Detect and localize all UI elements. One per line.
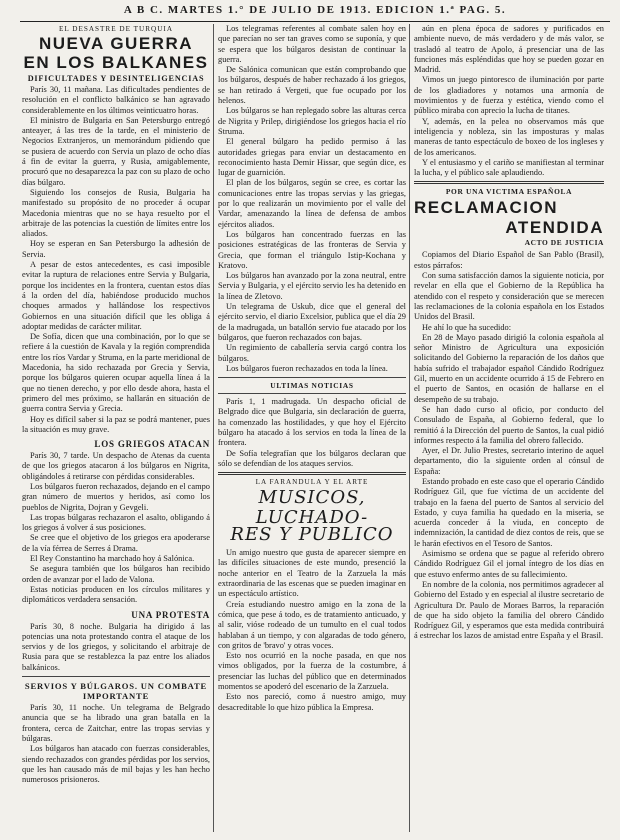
paragraph: El Rey Constantino ha marchado hoy á Salónica. xyxy=(30,554,195,564)
paragraph: Un regimiento de caballería servia cargó contra los búlgaros. xyxy=(218,343,406,363)
divider xyxy=(218,377,406,378)
paragraph: Con suma satisfacción damos la siguiente noticia, por revelar en ella que el Gobierno de la República ha atendido con el respeto y consideración que se merecen las reclamaciones de la colonia española en los Estados Unidos del Brasil. xyxy=(414,271,604,322)
paragraph: París 30, 7 tarde. Un despacho de Atenas da cuenta de que los griegos atacaron á los búlgaros en Nigrita, obligándoles á retirarse con pérdidas considerables. xyxy=(22,451,210,481)
paragraph: En nombre de la colonia, nos permitimos agradecer al Gobierno del Estado y en especial al ilustre secretario de Agricultura Dr. Paulo de Moraes Barros, la reparación de que ha sido objeto la familia del obrero Cándido Rodríguez Gil, y esperamos que esta medida contribuirá á estrechar los lazos de amistad entre España y el Brasil. xyxy=(414,579,604,641)
paragraph: Estas noticias producen en los círculos militares y diplomáticos verdadera sensación. xyxy=(22,584,210,605)
paragraph: Los búlgaros han concentrado fuerzas en las posiciones estratégicas de las fronteras de Servia y Grecia, que forman el triángulo Istip-Kochana y Kratovo. xyxy=(218,229,406,270)
divider xyxy=(218,472,406,475)
headline-line-1: NUEVA GUERRA xyxy=(38,34,193,53)
paragraph: Los búlgaros se han replegado sobre las alturas cerca de Nigrita y Prilep, dirigiéndose los griegos hacia el río Struma. xyxy=(218,106,406,136)
article-kicker: EL DESASTRE DE TURQUIA xyxy=(58,25,174,33)
paragraph: Copiamos del Diario Español de San Pablo (Brasil), estos párrafos: xyxy=(414,250,604,270)
subheading: LOS GRIEGOS ATACAN xyxy=(94,439,210,450)
paragraph: Un telegrama de Uskub, dice que el general del ejército servio, el diario Excelsior, publica que el día 29 de la madrugada, un batallón servio fue atacado por los búlgaros, que fueron rechazados con bajas. xyxy=(218,302,406,342)
paragraph: Las tropas búlgaras rechazaron el asalto, obligando á los griegos á volver á sus posiciones. xyxy=(22,512,210,533)
paragraph: El plan de los búlgaros, según se cree, es cortar las comunicaciones entre las tropas servias y las griegas, por lo que realizarán un movimiento por el valle del Vardar, amenazando la línea de defensa de ambos ejércitos aliados. xyxy=(218,178,406,229)
column-divider xyxy=(409,24,410,832)
divider xyxy=(22,676,210,677)
column-3 xyxy=(414,24,604,834)
subheading: DIFICULTADES Y DESINTELIGENCIAS xyxy=(27,74,205,83)
headline-line-1: MUSICOS, LUCHADO- xyxy=(255,487,369,529)
column-divider xyxy=(213,24,214,832)
headline-line-2: ATENDIDA xyxy=(505,218,604,238)
paragraph: Se han dado curso al oficio, por conducto del Consulado de España, al Gobierno federal, que lo remitió á la Dirección del puerto de Santos, la cual pidió informes respecto á la familia del obrero fallecido. xyxy=(414,404,604,445)
paragraph: Se asegura también que los búlgaros han recibido orden de avanzar por el lado de Valona. xyxy=(22,564,210,584)
paragraph: Hoy se esperan en San Petersburgo la adhesión de Servia. xyxy=(22,239,210,259)
paragraph: Los telegramas referentes al combate salen hoy en que parecían no ser tan graves como se suponía, y que se espera que los búlgaros desistan de continuar la guerra. xyxy=(218,24,406,64)
subheading: ULTIMAS NOTICIAS xyxy=(270,381,354,391)
paragraph: Estando probado en este caso que el operario Cándido Rodríguez Gil, que fue víctima de un accidente del trabajo en la faena del puerto de Santos al servicio del Estado, y cuya familia ha quedado en la miseria, se acuerda conceder á la viuda, en concepto de indemnización, la cantidad de diez contos de reis, que se le harán efectivos en el Tesoro de Santos. xyxy=(414,476,604,548)
paragraph: Los búlgaros fueron rechazados en toda la línea. xyxy=(226,363,388,373)
subheading: UNA PROTESTA xyxy=(131,609,210,620)
paragraph: Hoy es difícil saber si la paz se podrá mantener, pues la situación es muy grave. xyxy=(22,414,210,434)
paragraph: Los búlgaros han avanzado por la zona neutral, entre Servia y Bulgaria, y el ejército servio les ha detenido en la línea de Zletovo. xyxy=(218,271,406,301)
paragraph: Un amigo nuestro que gusta de aparecer siempre en las difíciles situaciones de este mundo, presenció la noche anterior en el Teatro de la Zarzuela la más extraordinaria de las escenas que se pueden imaginar en un espectáculo artístico. xyxy=(218,548,406,599)
paragraph: Los búlgaros fueron rechazados, dejando en el campo gran número de muertos y heridos, así como los pueblos de Nigrita, Dojran y Gevgeli. xyxy=(22,481,210,512)
paragraph: París 30, 11 mañana. Las dificultades pendientes de resolución en el conflicto balkánico se han agravado considerablemente en los últimos veinticuatro horas. xyxy=(22,85,210,115)
divider xyxy=(414,181,604,184)
paragraph: He ahí lo que ha sucedido: xyxy=(422,322,512,332)
byline: ACTO DE JUSTICIA xyxy=(524,238,604,248)
article-kicker: POR UNA VICTIMA ESPAÑOLA xyxy=(445,187,573,197)
paragraph: París 1, 1 madrugada. Un despacho oficial de Belgrado dice que Bulgaria, sin declaración de guerra, ha comenzado las hostilidades, y que hoy el Ejército búlgaro ha atacado á los servios en toda la línea de la frontera. xyxy=(218,397,406,448)
paragraph: El ministro de Bulgaria en San Petersburgo entregó anteayer, á las tres de la tarde, en el ministerio de Negocios Extranjeros, un memorándum pidiendo que se pusiera de acuerdo con Servia un plazo de ocho días á fin de evitar la guerra, y Rusia, amigablemente, procuró que no desaparezca la paz con su plazo de ocho días búlgaro. xyxy=(22,115,210,187)
paragraph: El general búlgaro ha pedido permiso á las autoridades griegas para enviar un destacamento en reconocimiento hasta Demir Hissar, que según dice, es lugar de guarnición. xyxy=(218,137,406,178)
paragraph: Creía estudiando nuestro amigo en la zona de la cómica, que pese á todo, es de tratamiento anticuado, y al salir, vióse rodeado de un tumulto en el cual todos hablaban á un tiempo, y con algaradas de todo género, con gritos de 'bravo' y otras voces. xyxy=(218,599,406,650)
paragraph: Siguiendo los consejos de Rusia, Bulgaria ha manifestado su propósito de no proceder á ocupar Macedonia mientras que no se haya resuelto por el arbitraje de las potencias la cuestión de límites entre los aliados. xyxy=(22,187,210,239)
subheading: SERVIOS Y BÚLGAROS. UN COMBATE IMPORTANTE xyxy=(24,681,208,702)
paragraph: Y, además, en la pelea no observamos más que inteligencia y nobleza, sin las imposturas y malas maneras de tanto espectáculo de boxeo de los ingleses y de los americanos. xyxy=(414,116,604,157)
paragraph: De Sofía telegrafían que los búlgaros declaran que sólo se defendían de los ataques servios. xyxy=(218,448,406,468)
paragraph: Esto nos ocurrió en la noche pasada, en que nos vimos obligados, por la fuerza de la costumbre, á presenciar las luchas del público que en determinados momentos se apoderó del escenario de la Zarzuela. xyxy=(218,651,406,692)
paragraph: Asimismo se ordena que se pague al referido obrero Cándido Rodríguez Gil el jornal íntegro de los días en que estuvo enfermo antes de su fallecimiento. xyxy=(414,549,604,579)
column-1 xyxy=(22,24,210,834)
headline-line-1: RECLAMACION xyxy=(414,198,558,218)
paragraph: Y el entusiasmo y el cariño se manifiestan al terminar la lucha, y el público sale aplaudiendo. xyxy=(414,157,604,178)
headline-line-2: RES Y PUBLICO xyxy=(230,524,394,546)
headline-line-2: EN LOS BALKANES xyxy=(23,53,209,72)
paragraph: Vimos un juego pintoresco de iluminación por parte de los gladiadores y notamos una armonía de movimientos y de fuerza y estética, viendo como el público miraba con aprecio la lucha de titanes. xyxy=(414,75,604,116)
paragraph: París 30, 8 noche. Bulgaria ha dirigido á las potencias una nota protestando contra el ataque de los servios y de los griegos, y solicitando el arbitraje de Rusia para que se restablezca la paz entre los aliados balkánicos. xyxy=(22,621,210,672)
article-kicker: LA FARANDULA Y EL ARTE xyxy=(255,478,369,487)
paragraph: Ayer, el Dr. Julio Prestes, secretario interino de aquel departamento, dio la siguiente orden al cónsul de España: xyxy=(414,446,604,476)
paragraph: De Salónica comunican que están comprobando que los búlgaros, después de haber rechazado á los griegos, se han retirado á Vergeti, que fue ocupado por los helenos. xyxy=(218,65,406,106)
paragraph: Se cree que el objetivo de los griegos era apoderarse de la vía férrea de Serres á Drama. xyxy=(22,533,210,553)
column-2 xyxy=(218,24,406,834)
paragraph: Los búlgaros han atacado con fuerzas considerables, siendo rechazados con grandes pérdidas por los servios, que les han causado más de mil bajas y les han hecho numerosos prisioneros. xyxy=(22,744,210,785)
paragraph: aún en plena época de sadores y purificados en ambiente nuevo, de más verdadero y de más valor, se trasladó al teatro de Apolo, á presenciar una de las funciones más espléndidas que hoy se pueden gozar en Madrid. xyxy=(414,24,604,75)
paragraph: París 30, 11 noche. Un telegrama de Belgrado anuncia que se ha librado una gran batalla en la frontera, cerca de Zaitchar, entre las tropas servias y búlgaras. xyxy=(22,703,210,743)
paragraph: En 28 de Mayo pasado dirigió la colonia española al señor Ministro de Agricultura una exposición solicitando del Gobierno la reparación de los daños que había sufrido el trabajador español Cándido Rodríguez Gil, muerto en un accidente ocurrido á 15 de Febrero en el puerto de Santos, en ocasión de hallarse en el desempeño de su trabajo. xyxy=(414,332,604,404)
divider xyxy=(218,393,406,394)
paragraph: De Sofía, dicen que una combinación, por lo que se refiere á la cuestión de Kavala y la región comprendida entre los ríos Vardar y Struma, en la parte meridional de Macedonia, ha sido rechazada por Grecia y Servia, porque los búlgaros quieren ocupar aquella línea á la que no tienen derecho, y por ello desde ahora, hasta el primero del mes próximo, se hallarán en situación de guerra contra Servia y Grecia. xyxy=(22,332,210,414)
header-rule xyxy=(20,21,610,22)
paragraph: Esto nos pareció, como á nuestro amigo, muy desacreditable lo que hizo pública la Empresa. xyxy=(218,692,406,712)
paragraph: A pesar de estos antecedentes, es casi imposible evitar la ruptura de relaciones entre Servia y Bulgaria, porque los incidentes en la frontera, cuentan estos días á la orden del día, habiéndose producido muchos choques armados y hallándose los respectivos Gobiernos en una situación difícil que les obliga á adoptar medidas de carácter militar. xyxy=(22,260,210,331)
page-header: A B C. MARTES 1.° DE JULIO DE 1913. EDICION 1.ª PAG. 5. xyxy=(123,4,507,16)
